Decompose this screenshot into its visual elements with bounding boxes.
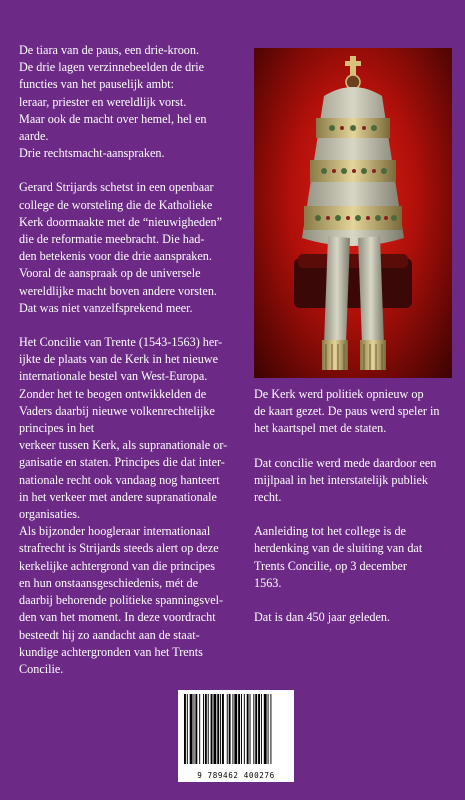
isbn-number: 9 789462 400276	[197, 771, 275, 780]
paragraph-450-jaar: Dat is dan 450 jaar geleden.	[254, 610, 391, 625]
left-text-column	[19, 42, 259, 695]
paragraph-mijlpaal: Dat concilie werd mede daardoor een mijlpaal in het interstatelijk publiek recht.	[254, 455, 437, 505]
papal-tiara-image	[254, 48, 452, 378]
barcode-icon	[182, 694, 290, 766]
paragraph-concilie: Het Concilie van Trente (1543-1563) her- ijkte de plaats van de Kerk in het nieuwe internationale bestel van West-Europa. Zonder het te beogen ontwikkelden de Vaders daarbij nieuwe volkenrechtelijke principes in het verkeer tussen Kerk, als supranationale or- ganisatie en staten. Principes die dat inter- nationale recht ook vandaag nog hanteert in het verkeer met andere supranationale organisaties. Als bijzonder hoogleraar internationaal strafrecht is Strijards steeds alert op deze kerkelijke achtergrond van die principes en hun onstaansgeschiedenis, mét de daarbij behorende politieke spanningsvel- den van het moment. In deze voordracht besteedt hij zo aandacht aan de staat- kundige achtergronden van het Trents Concilie.	[19, 335, 228, 676]
paragraph-tiara: De tiara van de paus, een drie-kroon. De drie lagen verzinnebeelden de drie functies van het pauselijk ambt: leraar, priester en wereldlijk vorst. Maar ook de macht over hemel, hel en aarde. Drie rechtsmacht-aanspraken.	[19, 43, 207, 161]
paragraph-strijards: Gerard Strijards schetst in een openbaar college de worsteling die de Katholieke Kerk doormaakte met de “nieuwigheden” die de reformatie meebracht. Die had- den betekenis voor die drie aanspraken. Vooral de aanspraak op de universele wereldlijke macht boven andere vorsten. Dat was niet vanzelfsprekend meer.	[19, 180, 223, 315]
barcode	[178, 690, 294, 782]
tiara-illustration	[254, 48, 452, 378]
right-text-column	[254, 386, 460, 643]
paragraph-aanleiding: Aanleiding tot het college is de herdenking van de sluiting van dat Trents Concilie, op 3 december 1563.	[254, 524, 423, 590]
paragraph-kerk-politiek: De Kerk werd politiek opnieuw op de kaart gezet. De paus werd speler in het kaartspel met de staten.	[254, 387, 440, 436]
